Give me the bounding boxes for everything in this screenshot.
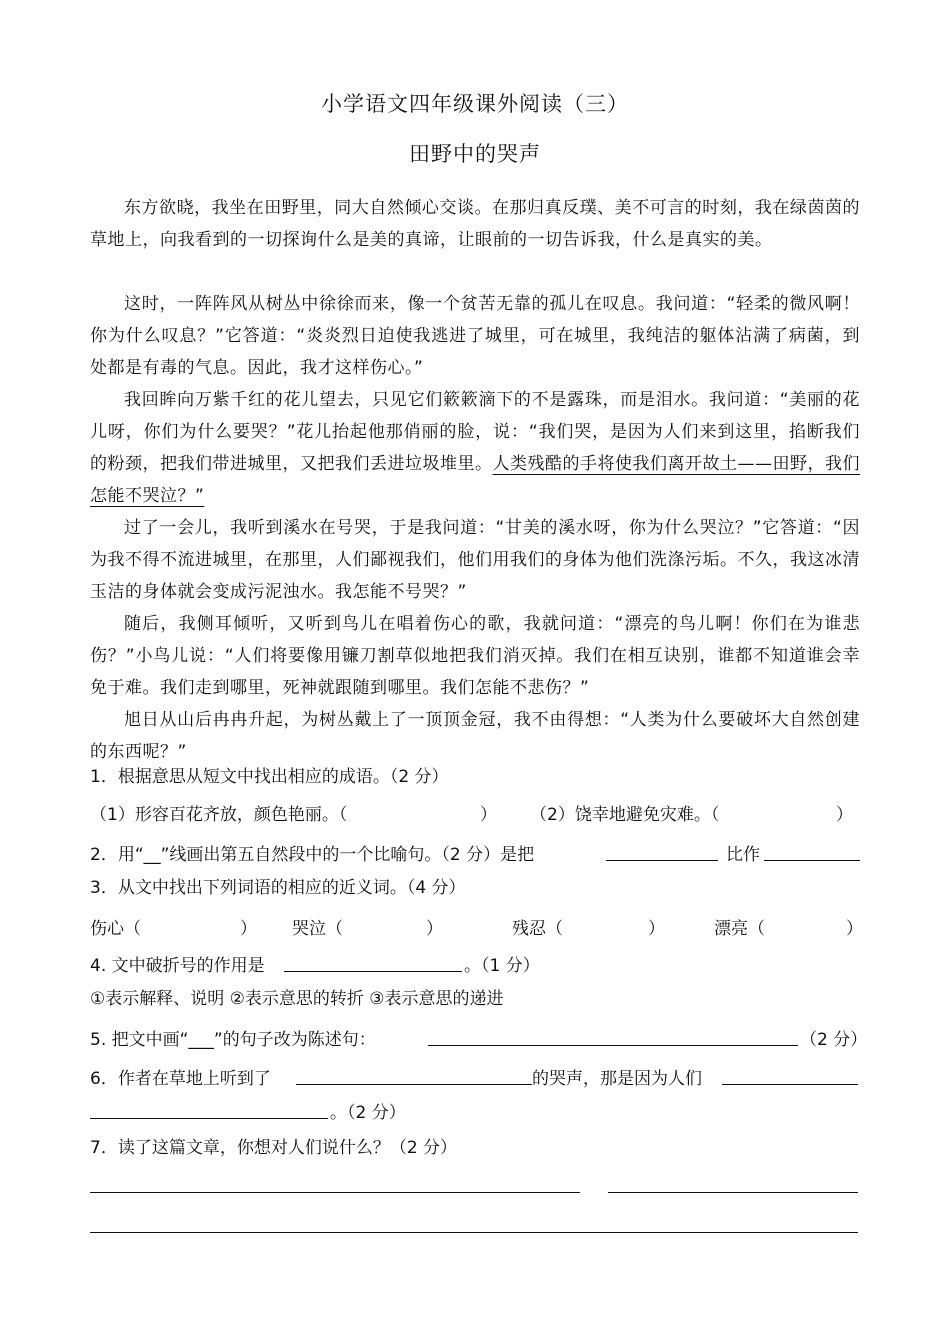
- question-3: 3．从文中找出下列词语的相应的近义词。（4 分）: [90, 878, 466, 898]
- paragraph-2: 这时，一阵阵风从树丛中徐徐而来，像一个贫苦无靠的孤儿在叹息。我问道：“轻柔的微风啊！你为什么叹息？”它答道：“炎炎烈日迫使我逃进了城里，可在城里，我纯洁的躯体沾满了病菌，到处都是有毒的气息。因此，我才这样伤心。”: [90, 294, 860, 378]
- question-6-blank-2[interactable]: [722, 1084, 858, 1085]
- question-6-mid: 的哭声，那是因为人们: [532, 1069, 702, 1089]
- question-4-end: 。（1 分）: [464, 956, 540, 976]
- question-1b-close: ）: [836, 805, 853, 825]
- underlined-sentence: 人类残酷的手将使我们离开故土——田野，我们怎能不哭泣？”: [90, 454, 860, 506]
- question-2-blank-1[interactable]: [606, 860, 718, 861]
- q3-item-2: 哭泣（: [292, 919, 343, 939]
- question-6: 6．作者在草地上听到了: [90, 1069, 271, 1089]
- answer-line-2[interactable]: [608, 1192, 858, 1193]
- question-1b: （2）饶幸地避免灾难。（: [530, 805, 720, 825]
- q3-item-1-close: ）: [240, 919, 257, 939]
- question-6-end: 。（2 分）: [330, 1103, 406, 1123]
- question-1a: （1）形容百花齐放，颜色艳丽。（: [90, 805, 348, 825]
- q3-item-1: 伤心（: [90, 919, 141, 939]
- q3-item-3-close: ）: [648, 919, 665, 939]
- question-6-blank-1[interactable]: [296, 1084, 532, 1085]
- question-1a-close: ）: [480, 805, 497, 825]
- passage-title: 田野中的哭声: [409, 142, 541, 166]
- q3-item-4-close: ）: [846, 919, 863, 939]
- question-2-blank-2[interactable]: [764, 860, 860, 861]
- q3-item-4: 漂亮（: [714, 919, 765, 939]
- question-1: 1．根据意思从短文中找出相应的成语。（2 分）: [90, 767, 449, 787]
- question-4: 4. 文中破折号的作用是: [90, 956, 265, 976]
- question-6-blank-3[interactable]: [90, 1118, 328, 1119]
- answer-line-3[interactable]: [90, 1232, 858, 1233]
- question-5-end: （2 分）: [800, 1030, 868, 1050]
- question-2-mid: 比作: [726, 845, 760, 865]
- q3-item-2-close: ）: [426, 919, 443, 939]
- question-4-blank[interactable]: [284, 971, 462, 972]
- paragraph-3-text: 我回眸向万紫千红的花儿望去，只见它们簌簌滴下的不是露珠，而是泪水。我问道：“美丽的花儿呀，你们为什么要哭？”花儿抬起他那俏丽的脸，说：“我们哭，是因为人们来到这里，掐断我们的粉颈，把我们带进城里，又把我们丢进垃圾堆里。: [90, 390, 860, 474]
- question-7: 7．读了这篇文章，你想对人们说什么？（2 分）: [90, 1138, 458, 1158]
- question-2: 2．用“__”线画出第五自然段中的一个比喻句。（2 分）是把: [90, 845, 535, 865]
- answer-line-1[interactable]: [90, 1192, 580, 1193]
- paragraph-5: 随后，我侧耳倾听，又听到鸟儿在唱着伤心的歌，我就问道：“漂亮的鸟儿啊！你们在为谁悲伤？”小鸟儿说：“人们将要像用镰刀割草似地把我们消灭掉。我们在相互诀别，谁都不知道谁会幸免于难。我们走到哪里，死神就跟随到哪里。我们怎能不悲伤？”: [90, 614, 860, 698]
- paragraph-4: 过了一会儿，我听到溪水在号哭，于是我问道：“甘美的溪水呀，你为什么哭泣？”它答道：“因为我不得不流进城里，在那里，人们鄙视我们，他们用我们的身体为他们洗涤污垢。不久，我这冰清玉洁的身体就会变成污泥浊水。我怎能不号哭？”: [90, 518, 860, 602]
- question-5: 5. 把文中画“___”的句子改为陈述句：: [90, 1030, 376, 1050]
- paragraph-1: 东方欲晓，我坐在田野里，同大自然倾心交谈。在那归真反璞、美不可言的时刻，我在绿茵茵的草地上，向我看到的一切探询什么是美的真谛，让眼前的一切告诉我，什么是真实的美。: [90, 198, 860, 250]
- paragraph-6: 旭日从山后冉冉升起，为树丛戴上了一顶顶金冠，我不由得想：“人类为什么要破坏大自然创建的东西呢？”: [90, 710, 860, 762]
- q3-item-3: 残忍（: [512, 919, 563, 939]
- worksheet-title: 小学语文四年级课外阅读（三）: [321, 92, 629, 116]
- question-1a-answer[interactable]: [396, 800, 486, 824]
- question-1b-answer[interactable]: [736, 800, 836, 824]
- question-5-blank[interactable]: [428, 1045, 798, 1046]
- paragraph-3: [90, 384, 860, 512]
- question-4-options: ①表示解释、说明 ②表示意思的转折 ③表示意思的递进: [90, 989, 504, 1009]
